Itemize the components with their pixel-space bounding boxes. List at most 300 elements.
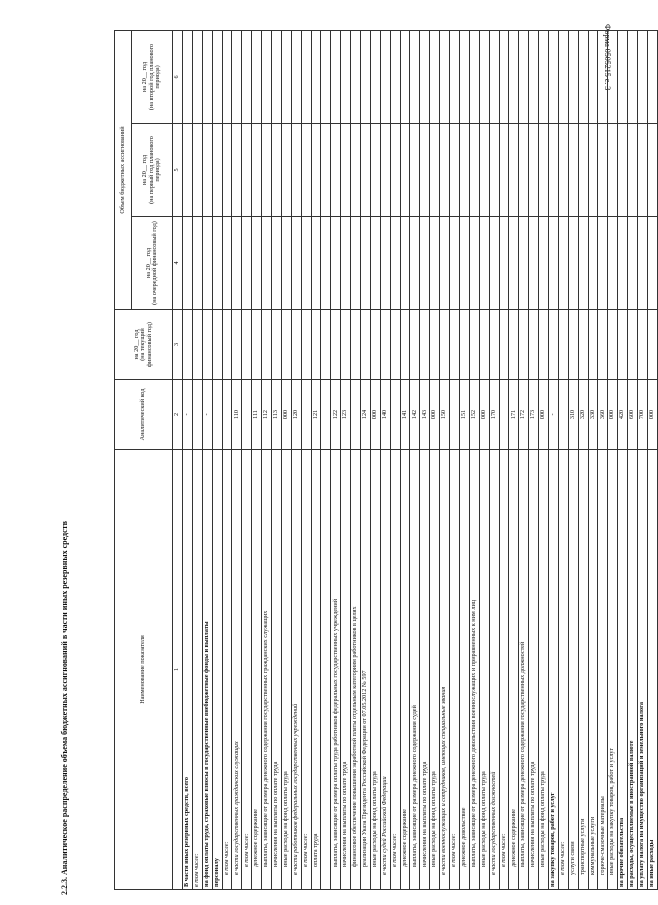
- table-row: [291, 31, 301, 890]
- header-group-title: Объем бюджетных ассигнований: [115, 31, 132, 310]
- value-cell[interactable]: [341, 31, 351, 124]
- row-name: в том числе:: [390, 450, 400, 890]
- header-plan-year-2: на 20__ год (на второй год планового периода): [132, 31, 173, 124]
- header-current-year: на 20__ год (на текущий финансовый год): [115, 310, 173, 380]
- value-cell[interactable]: [628, 310, 638, 380]
- value-cell[interactable]: [548, 217, 558, 310]
- value-cell[interactable]: [321, 310, 331, 380]
- value-cell[interactable]: [341, 310, 351, 380]
- row-name: в части государственных гражданских служащих: [232, 450, 242, 890]
- value-cell[interactable]: [479, 217, 489, 310]
- table-row: [628, 31, 638, 890]
- row-name: финансовое обеспечение повышения заработной платы отдельным категориям работников в целях: [351, 450, 361, 890]
- value-cell[interactable]: [519, 217, 529, 310]
- table-row: [637, 31, 647, 890]
- value-cell[interactable]: [281, 310, 291, 380]
- table-row: [281, 31, 291, 890]
- row-name: в том числе:: [499, 450, 509, 890]
- value-cell[interactable]: [192, 31, 202, 124]
- row-code: 122: [331, 380, 341, 450]
- value-cell[interactable]: [272, 124, 282, 217]
- table-row: [539, 31, 549, 890]
- value-cell[interactable]: [291, 217, 301, 310]
- table-row: [469, 31, 479, 890]
- table-row: [618, 31, 628, 890]
- row-code: 111: [252, 380, 262, 450]
- value-cell[interactable]: [390, 217, 400, 310]
- row-code: [499, 380, 509, 450]
- value-cell[interactable]: [262, 217, 272, 310]
- value-cell[interactable]: [301, 217, 311, 310]
- value-cell[interactable]: [489, 310, 499, 380]
- row-name: начисления на выплаты по оплате труда: [420, 450, 430, 890]
- value-cell[interactable]: [430, 124, 440, 217]
- row-name: реализации Указа Президента Российской Федерации от 07.05.2012 № 597: [361, 450, 371, 890]
- value-cell[interactable]: [242, 124, 252, 217]
- value-cell[interactable]: [281, 217, 291, 310]
- row-code: [351, 380, 361, 450]
- row-code: 000: [608, 380, 618, 450]
- value-cell[interactable]: [192, 310, 202, 380]
- value-cell[interactable]: [351, 310, 361, 380]
- row-code: 150: [440, 380, 450, 450]
- value-cell[interactable]: [548, 124, 558, 217]
- header-code: Аналитический код: [115, 380, 173, 450]
- row-name: иные расходы на фонд оплаты труда: [539, 450, 549, 890]
- value-cell[interactable]: [410, 31, 420, 124]
- value-cell[interactable]: [341, 124, 351, 217]
- value-cell[interactable]: [637, 124, 647, 217]
- row-name: в части военнослужащих и сотрудников, имеющих специальные звания: [440, 450, 450, 890]
- row-name: в части работников федеральных государственных учреждений: [291, 450, 301, 890]
- row-code: 172: [519, 380, 529, 450]
- value-cell[interactable]: [598, 310, 608, 380]
- value-cell[interactable]: [202, 124, 212, 217]
- value-cell[interactable]: [301, 124, 311, 217]
- value-cell[interactable]: [608, 31, 618, 124]
- value-cell[interactable]: [529, 310, 539, 380]
- row-name: иные расходы на фонд оплаты труда: [479, 450, 489, 890]
- row-name: коммунальные услуги: [588, 450, 598, 890]
- value-cell[interactable]: [311, 31, 321, 124]
- value-cell[interactable]: [242, 310, 252, 380]
- row-code: [390, 380, 400, 450]
- value-cell[interactable]: [380, 310, 390, 380]
- value-cell[interactable]: [499, 124, 509, 217]
- table-row: [183, 31, 193, 890]
- value-cell[interactable]: [400, 217, 410, 310]
- value-cell[interactable]: [469, 217, 479, 310]
- value-cell[interactable]: [262, 31, 272, 124]
- value-cell[interactable]: [637, 310, 647, 380]
- value-cell[interactable]: [450, 310, 460, 380]
- value-cell[interactable]: [321, 124, 331, 217]
- value-cell[interactable]: [341, 217, 351, 310]
- row-name: денежное содержание: [252, 450, 262, 890]
- value-cell[interactable]: [499, 310, 509, 380]
- value-cell[interactable]: [647, 217, 657, 310]
- row-name: выплаты, зависящие от размера денежного содержания государственных гражданских служащих: [262, 450, 272, 890]
- value-cell[interactable]: [232, 31, 242, 124]
- row-name: в том числе:: [558, 450, 568, 890]
- value-cell[interactable]: [380, 124, 390, 217]
- value-cell[interactable]: [291, 124, 301, 217]
- row-name: денежное довольствие: [459, 450, 469, 890]
- value-cell[interactable]: [558, 31, 568, 124]
- table-row: [420, 31, 430, 890]
- value-cell[interactable]: [588, 124, 598, 217]
- table-row: [558, 31, 568, 890]
- value-cell[interactable]: [222, 31, 232, 124]
- value-cell[interactable]: [459, 310, 469, 380]
- table-row: [519, 31, 529, 890]
- table-row: [242, 31, 252, 890]
- value-cell[interactable]: [400, 31, 410, 124]
- value-cell[interactable]: [647, 124, 657, 217]
- value-cell[interactable]: [539, 217, 549, 310]
- row-code: [212, 380, 222, 450]
- value-cell[interactable]: [578, 31, 588, 124]
- table-row: [529, 31, 539, 890]
- value-cell[interactable]: [509, 31, 519, 124]
- table-row: [390, 31, 400, 890]
- table-row: [222, 31, 232, 890]
- table-row: [578, 31, 588, 890]
- value-cell[interactable]: [361, 310, 371, 380]
- value-cell[interactable]: [301, 310, 311, 380]
- value-cell[interactable]: [242, 217, 252, 310]
- value-cell[interactable]: [331, 31, 341, 124]
- row-code: [558, 380, 568, 450]
- value-cell[interactable]: [183, 124, 193, 217]
- value-cell[interactable]: [489, 124, 499, 217]
- value-cell[interactable]: [192, 217, 202, 310]
- table-row: [489, 31, 499, 890]
- value-cell[interactable]: [647, 31, 657, 124]
- value-cell[interactable]: [529, 124, 539, 217]
- row-code: 000: [370, 380, 380, 450]
- row-name: на расходы, осуществляемые в иностранной валюте: [628, 450, 638, 890]
- value-cell[interactable]: [361, 124, 371, 217]
- value-cell[interactable]: [212, 310, 222, 380]
- row-code: 110: [232, 380, 242, 450]
- table-row: [459, 31, 469, 890]
- table-row: [598, 31, 608, 890]
- value-cell[interactable]: [440, 310, 450, 380]
- table-row: [212, 31, 222, 890]
- column-number: 2: [173, 380, 183, 450]
- value-cell[interactable]: [331, 217, 341, 310]
- value-cell[interactable]: [598, 124, 608, 217]
- value-cell[interactable]: [252, 31, 262, 124]
- value-cell[interactable]: [351, 124, 361, 217]
- row-code: 140: [380, 380, 390, 450]
- value-cell[interactable]: [272, 217, 282, 310]
- value-cell[interactable]: [568, 124, 578, 217]
- value-cell[interactable]: [509, 124, 519, 217]
- value-cell[interactable]: [262, 310, 272, 380]
- row-name: выплаты, зависящие от размера оплаты труда работников федеральных государственных учреждений: [331, 450, 341, 890]
- value-cell[interactable]: [637, 31, 647, 124]
- table-row: [262, 31, 272, 890]
- value-cell[interactable]: [272, 31, 282, 124]
- value-cell[interactable]: [509, 217, 519, 310]
- value-cell[interactable]: [618, 217, 628, 310]
- value-cell[interactable]: [410, 310, 420, 380]
- row-name: в том числе:: [301, 450, 311, 890]
- value-cell[interactable]: [430, 310, 440, 380]
- table-row: [331, 31, 341, 890]
- row-name: на закупку товаров, работ и услуг: [548, 450, 558, 890]
- row-code: 330: [588, 380, 598, 450]
- row-name: иные расходы на фонд оплаты труда: [281, 450, 291, 890]
- value-cell[interactable]: [568, 310, 578, 380]
- value-cell[interactable]: [321, 217, 331, 310]
- value-cell[interactable]: [588, 217, 598, 310]
- row-code: 112: [262, 380, 272, 450]
- value-cell[interactable]: [252, 124, 262, 217]
- value-cell[interactable]: [420, 124, 430, 217]
- value-cell[interactable]: [331, 124, 341, 217]
- value-cell[interactable]: [479, 31, 489, 124]
- value-cell[interactable]: [647, 310, 657, 380]
- value-cell[interactable]: [479, 124, 489, 217]
- row-name: денежное содержание: [509, 450, 519, 890]
- value-cell[interactable]: [331, 310, 341, 380]
- value-cell[interactable]: [519, 124, 529, 217]
- value-cell[interactable]: [628, 31, 638, 124]
- value-cell[interactable]: [212, 31, 222, 124]
- value-cell[interactable]: [539, 31, 549, 124]
- value-cell[interactable]: [499, 31, 509, 124]
- value-cell[interactable]: [469, 310, 479, 380]
- value-cell[interactable]: [489, 217, 499, 310]
- value-cell[interactable]: [529, 217, 539, 310]
- table-row: [479, 31, 489, 890]
- value-cell[interactable]: [430, 217, 440, 310]
- value-cell[interactable]: [400, 124, 410, 217]
- row-code: 113: [272, 380, 282, 450]
- value-cell[interactable]: [608, 310, 618, 380]
- form-number: Форма 0505215 с. 3: [603, 24, 612, 91]
- value-cell[interactable]: [509, 310, 519, 380]
- value-cell[interactable]: [390, 31, 400, 124]
- value-cell[interactable]: [578, 217, 588, 310]
- value-cell[interactable]: [183, 310, 193, 380]
- row-code: 141: [400, 380, 410, 450]
- value-cell[interactable]: [558, 310, 568, 380]
- value-cell[interactable]: [281, 31, 291, 124]
- value-cell[interactable]: [361, 217, 371, 310]
- row-code: [192, 380, 202, 450]
- value-cell[interactable]: [390, 124, 400, 217]
- value-cell[interactable]: [618, 124, 628, 217]
- table-row: [192, 31, 202, 890]
- allocation-table-container: [114, 30, 656, 890]
- row-code: 123: [341, 380, 351, 450]
- value-cell[interactable]: [351, 217, 361, 310]
- value-cell[interactable]: [232, 124, 242, 217]
- value-cell[interactable]: [272, 310, 282, 380]
- table-row: [608, 31, 618, 890]
- value-cell[interactable]: [262, 124, 272, 217]
- value-cell[interactable]: [281, 124, 291, 217]
- value-cell[interactable]: [459, 217, 469, 310]
- value-cell[interactable]: [450, 217, 460, 310]
- value-cell[interactable]: [598, 217, 608, 310]
- value-cell[interactable]: [301, 31, 311, 124]
- value-cell[interactable]: [222, 310, 232, 380]
- allocation-table: [114, 30, 658, 890]
- value-cell[interactable]: [212, 124, 222, 217]
- value-cell[interactable]: [380, 217, 390, 310]
- value-cell[interactable]: [321, 31, 331, 124]
- row-name: выплаты, зависящие от размера денежного содержания судей: [410, 450, 420, 890]
- value-cell[interactable]: [469, 31, 479, 124]
- value-cell[interactable]: [519, 31, 529, 124]
- value-cell[interactable]: [192, 124, 202, 217]
- value-cell[interactable]: [183, 217, 193, 310]
- row-name: начисления на выплаты по оплате труда: [272, 450, 282, 890]
- value-cell[interactable]: [202, 31, 212, 124]
- value-cell[interactable]: [618, 31, 628, 124]
- row-code: [321, 380, 331, 450]
- row-code: 310: [568, 380, 578, 450]
- row-name: в части судей Российской Федерации: [380, 450, 390, 890]
- value-cell[interactable]: [608, 124, 618, 217]
- value-cell[interactable]: [598, 31, 608, 124]
- value-cell[interactable]: [370, 217, 380, 310]
- column-number: 1: [173, 450, 183, 890]
- value-cell[interactable]: [380, 31, 390, 124]
- value-cell[interactable]: [588, 310, 598, 380]
- table-row: [252, 31, 262, 890]
- value-cell[interactable]: [252, 217, 262, 310]
- value-cell[interactable]: [420, 31, 430, 124]
- value-cell[interactable]: [628, 217, 638, 310]
- value-cell[interactable]: [450, 31, 460, 124]
- value-cell[interactable]: [242, 31, 252, 124]
- value-cell[interactable]: [400, 310, 410, 380]
- row-name: транспортные услуги: [578, 450, 588, 890]
- value-cell[interactable]: [539, 124, 549, 217]
- row-name: выплаты, зависящие от размера денежного довольствия военнослужащих и приравненных к ним лиц: [469, 450, 479, 890]
- value-cell[interactable]: [370, 124, 380, 217]
- value-cell[interactable]: [311, 310, 321, 380]
- table-row: [440, 31, 450, 890]
- table-row: [311, 31, 321, 890]
- value-cell[interactable]: [548, 31, 558, 124]
- value-cell[interactable]: [202, 310, 212, 380]
- value-cell[interactable]: [539, 310, 549, 380]
- value-cell[interactable]: [568, 217, 578, 310]
- value-cell[interactable]: [311, 217, 321, 310]
- row-code: 420: [618, 380, 628, 450]
- value-cell[interactable]: [370, 310, 380, 380]
- row-name: в том числе:: [222, 450, 232, 890]
- value-cell[interactable]: [232, 310, 242, 380]
- value-cell[interactable]: [608, 217, 618, 310]
- value-cell[interactable]: [183, 31, 193, 124]
- value-cell[interactable]: [410, 217, 420, 310]
- row-name: услуги связи: [568, 450, 578, 890]
- value-cell[interactable]: [390, 310, 400, 380]
- value-cell[interactable]: [479, 310, 489, 380]
- value-cell[interactable]: [628, 124, 638, 217]
- value-cell[interactable]: [529, 31, 539, 124]
- row-code: 170: [489, 380, 499, 450]
- table-row: [272, 31, 282, 890]
- value-cell[interactable]: [222, 124, 232, 217]
- value-cell[interactable]: [361, 31, 371, 124]
- value-cell[interactable]: [459, 124, 469, 217]
- value-cell[interactable]: [202, 217, 212, 310]
- row-name: начисления на выплаты по оплате труда: [529, 450, 539, 890]
- value-cell[interactable]: [618, 310, 628, 380]
- value-cell[interactable]: [489, 31, 499, 124]
- value-cell[interactable]: [440, 31, 450, 124]
- value-cell[interactable]: [558, 217, 568, 310]
- value-cell[interactable]: [222, 217, 232, 310]
- value-cell[interactable]: [430, 31, 440, 124]
- value-cell[interactable]: [519, 310, 529, 380]
- row-code: 124: [361, 380, 371, 450]
- value-cell[interactable]: [558, 124, 568, 217]
- value-cell[interactable]: [420, 217, 430, 310]
- value-cell[interactable]: [450, 124, 460, 217]
- value-cell[interactable]: [252, 310, 262, 380]
- row-code: 000: [430, 380, 440, 450]
- value-cell[interactable]: [459, 31, 469, 124]
- header-name: Наименование показателя: [115, 450, 173, 890]
- value-cell[interactable]: [469, 124, 479, 217]
- header-plan-year-1: на 20__ год (на первый год планового периода): [132, 124, 173, 217]
- value-cell[interactable]: [311, 124, 321, 217]
- value-cell[interactable]: [291, 31, 301, 124]
- value-cell[interactable]: [410, 124, 420, 217]
- value-cell[interactable]: [588, 31, 598, 124]
- row-code: -: [183, 380, 193, 450]
- value-cell[interactable]: [351, 31, 361, 124]
- value-cell[interactable]: [578, 310, 588, 380]
- table-row: [548, 31, 558, 890]
- value-cell[interactable]: [637, 217, 647, 310]
- row-code: 000: [647, 380, 657, 450]
- value-cell[interactable]: [548, 310, 558, 380]
- value-cell[interactable]: [370, 31, 380, 124]
- row-code: 360: [598, 380, 608, 450]
- value-cell[interactable]: [212, 217, 222, 310]
- table-row: [499, 31, 509, 890]
- value-cell[interactable]: [568, 31, 578, 124]
- value-cell[interactable]: [499, 217, 509, 310]
- value-cell[interactable]: [232, 217, 242, 310]
- row-code: 143: [420, 380, 430, 450]
- value-cell[interactable]: [420, 310, 430, 380]
- table-row: [568, 31, 578, 890]
- value-cell[interactable]: [440, 217, 450, 310]
- value-cell[interactable]: [291, 310, 301, 380]
- value-cell[interactable]: [578, 124, 588, 217]
- value-cell[interactable]: [440, 124, 450, 217]
- row-name: на прочие обязательства: [618, 450, 628, 890]
- row-code: 121: [311, 380, 321, 450]
- table-row: [647, 31, 657, 890]
- table-row: [361, 31, 371, 890]
- row-code: 151: [459, 380, 469, 450]
- row-code: 152: [469, 380, 479, 450]
- row-name: в части государственных должностей: [489, 450, 499, 890]
